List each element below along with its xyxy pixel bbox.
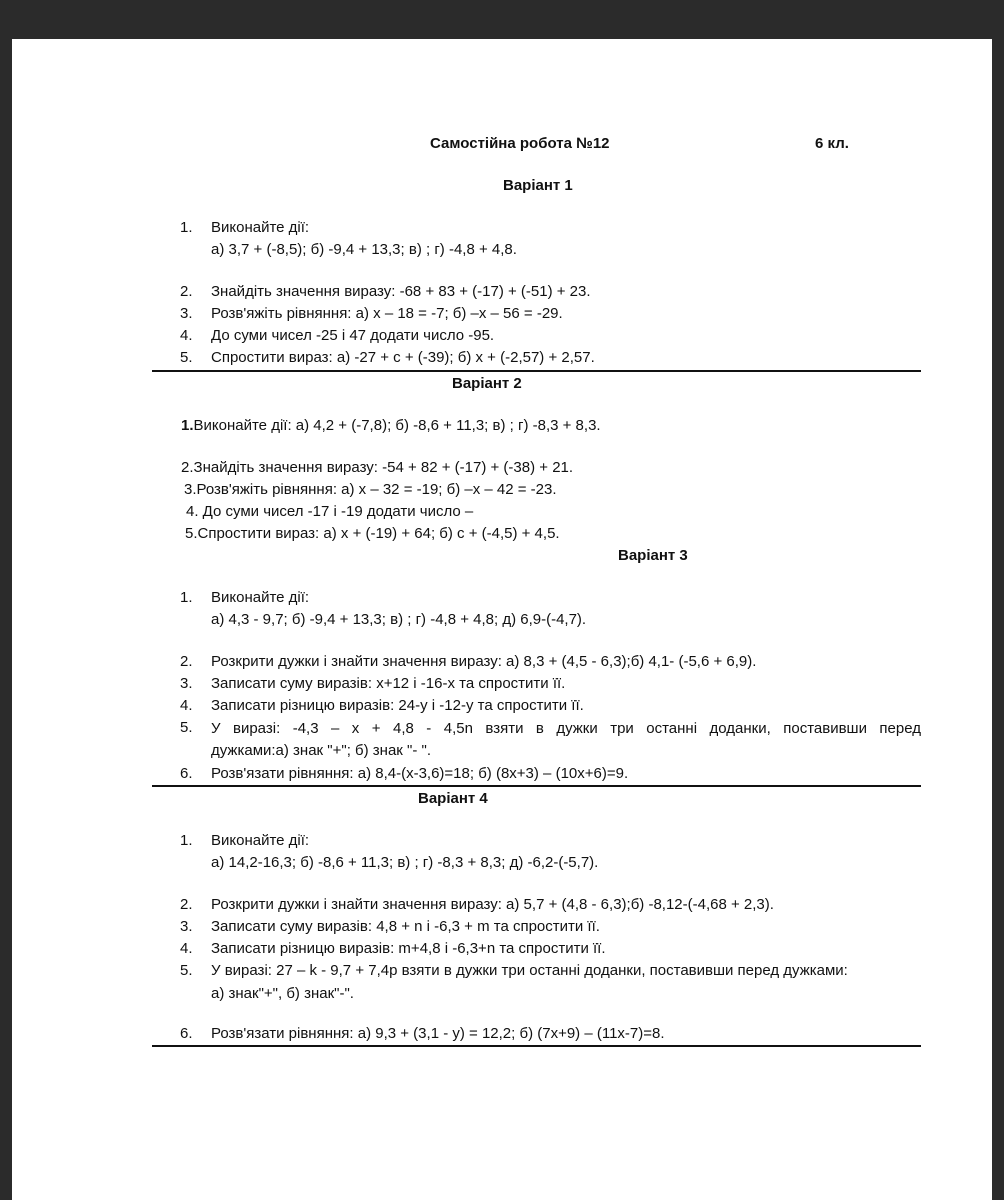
v3-item-2-text: Розкрити дужки і знайти значення виразу: а) 8,3 + (4,5 - 6,3);б) 4,1- (-5,6 + 6,9).: [211, 653, 757, 670]
v4-item-1-subitems: а) 14,2-16,3; б) -8,6 + 11,3; в) ; г) -8,3 + 8,3; д) -6,2-(-5,7).: [211, 854, 599, 871]
v2-item-2-text: 2.Знайдіть значення виразу: -54 + 82 + (-17) + (-38) + 21.: [181, 459, 574, 476]
variant-4-title: Варіант 4: [418, 790, 488, 807]
v4-item-3-number: 3.: [180, 918, 193, 935]
document-page: [12, 39, 992, 1200]
v4-item-4-text: Записати різницю виразів: m+4,8 і -6,3+n та спростити її.: [211, 940, 606, 957]
v3-item-5-continuation: дужками:а) знак "+"; б) знак "- ".: [211, 742, 431, 759]
v3-item-5-number: 5.: [180, 719, 193, 736]
v1-item-5-text: Спростити вираз: а) -27 + с + (-39); б) х + (-2,57) + 2,57.: [211, 349, 595, 366]
v4-item-6-number: 6.: [180, 1025, 193, 1042]
v4-item-1-number: 1.: [180, 832, 193, 849]
v1-item-1-subitems: а) 3,7 + (-8,5); б) -9,4 + 13,3; в) ; г) -4,8 + 4,8.: [211, 241, 517, 258]
v4-item-6-text: Розв'язати рівняння: а) 9,3 + (3,1 - у) = 12,2; б) (7х+9) – (11х-7)=8.: [211, 1025, 665, 1042]
v4-item-4-number: 4.: [180, 940, 193, 957]
v2-item-1: [181, 416, 601, 436]
v3-item-5-text: У виразі: -4,3 – х + 4,8 - 4,5n взяти в дужки три останні доданки, поставивши перед: [211, 720, 921, 737]
v3-item-6-number: 6.: [180, 765, 193, 782]
section-divider: [152, 370, 921, 372]
v1-item-4-text: До суми чисел -25 і 47 додати число -95.: [211, 327, 495, 344]
v3-item-1-subitems: а) 4,3 - 9,7; б) -9,4 + 13,3; в) ; г) -4,8 + 4,8; д) 6,9-(-4,7).: [211, 611, 587, 628]
section-divider: [152, 785, 921, 787]
v2-item-4-text: 4. До суми чисел -17 і -19 додати число –: [186, 503, 474, 520]
v3-item-3-text: Записати суму виразів: х+12 і -16-х та спростити її.: [211, 675, 566, 692]
variant-3-title: Варіант 3: [618, 547, 688, 564]
v4-item-1-text: Виконайте дії:: [211, 832, 310, 849]
v3-item-3-number: 3.: [180, 675, 193, 692]
v4-item-2-number: 2.: [180, 896, 193, 913]
v4-item-5-number: 5.: [180, 962, 193, 979]
v3-item-1-text: Виконайте дії:: [211, 589, 310, 606]
v1-item-1-text: Виконайте дії:: [211, 219, 310, 236]
v1-item-3-number: 3.: [180, 305, 193, 322]
v4-item-5-text: У виразі: 27 – k - 9,7 + 7,4p взяти в дужки три останні доданки, поставивши перед дужками:: [211, 962, 848, 979]
v2-item-3-text: 3.Розв'яжіть рівняння: а) х – 32 = -19; б) –х – 42 = -23.: [184, 481, 557, 498]
v4-item-2-text: Розкрити дужки і знайти значення виразу: а) 5,7 + (4,8 - 6,3);б) -8,12-(-4,68 + 2,3).: [211, 896, 774, 913]
document-title: Самостійна робота №12: [430, 135, 610, 152]
v2-item-1-text: Виконайте дії: а) 4,2 + (-7,8); б) -8,6 + 11,3; в) ; г) -8,3 + 8,3.: [193, 417, 601, 434]
v1-item-4-number: 4.: [180, 327, 193, 344]
variant-2-title: Варіант 2: [452, 375, 522, 392]
v1-item-3-text: Розв'яжіть рівняння: а) х – 18 = -7; б) –х – 56 = -29.: [211, 305, 563, 322]
v4-item-3-text: Записати суму виразів: 4,8 + n і -6,3 + m та спростити її.: [211, 918, 600, 935]
v3-item-6-text: Розв'язати рівняння: а) 8,4-(х-3,6)=18; б) (8х+3) – (10х+6)=9.: [211, 765, 629, 782]
v3-item-1-number: 1.: [180, 589, 193, 606]
variant-1-title: Варіант 1: [503, 177, 573, 194]
v1-item-2-text: Знайдіть значення виразу: -68 + 83 + (-17) + (-51) + 23.: [211, 283, 591, 300]
v1-item-2-number: 2.: [180, 283, 193, 300]
v3-item-2-number: 2.: [180, 653, 193, 670]
v3-item-4-text: Записати різницю виразів: 24-у і -12-у та спростити її.: [211, 697, 584, 714]
section-divider: [152, 1045, 921, 1047]
v2-item-5-text: 5.Спростити вираз: а) х + (-19) + 64; б) с + (-4,5) + 4,5.: [185, 525, 560, 542]
v2-item-1-number: 1.: [181, 417, 194, 434]
v4-item-5-continuation: а) знак"+", б) знак"-".: [211, 985, 354, 1002]
v1-item-5-number: 5.: [180, 349, 193, 366]
v1-item-1-number: 1.: [180, 219, 193, 236]
grade-label: 6 кл.: [815, 135, 849, 152]
v3-item-4-number: 4.: [180, 697, 193, 714]
